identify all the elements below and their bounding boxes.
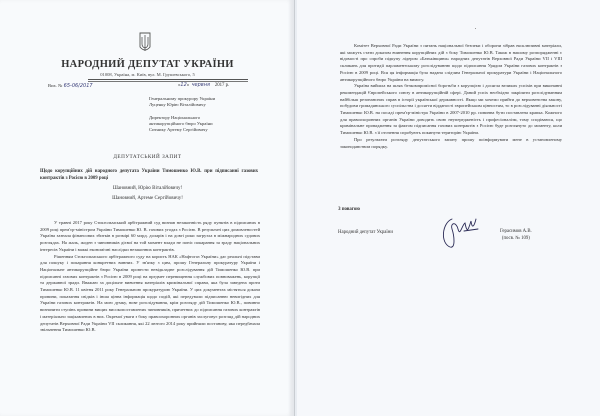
letterhead-divider: [88, 79, 248, 80]
signatory-name-text: Герасимов А.В.: [500, 229, 532, 234]
addressee-prosecutor: [149, 96, 269, 108]
addressee-line: Генеральному прокурору України: [149, 96, 216, 101]
signature-icon: [440, 215, 485, 250]
date-day: 12: [180, 82, 187, 88]
paragraph: У травні 2017 року Стокгольмський арбітражний суд визнав незаконність ряду пунктів в підписаних в 2009 році прем'єр-міністром України Тимошенко Ю. В. газових угодах з Росією. В результаті цих домовленостей Україна зазнала фінансових збитків в розмірі 60 млрд. доларів і на довгі роки загрузла в міжнародних судових розглядах. На жаль, жоден з чиновників дієвої на той момент влади не поніс покарання за зраду національних інтересів України і важкі економічні наслідки незаконних контрактів.: [40, 220, 260, 252]
body-text-page-2: [340, 43, 562, 150]
signatory-role: Народний депутат України: [338, 230, 393, 235]
greeting-2: Шановний, Артеме Сергійовичу!: [112, 196, 183, 201]
letterhead-title: НАРОДНИЙ ДЕПУТАТ УКРАЇНИ: [61, 59, 234, 70]
page-fold-shadow: [288, 0, 294, 416]
closing-regards: З повагою: [338, 207, 360, 212]
signatory-id: (посв. № 109): [501, 235, 530, 241]
date-year: 2017 р.: [214, 83, 230, 88]
letter-date: [178, 82, 229, 88]
addressee-nabu: [149, 115, 269, 133]
paragraph: Про результати розгляду депутатського запиту прошу поінформувати мене в установленому законодавством порядку.: [340, 136, 562, 149]
date-quote-open: «: [178, 83, 181, 88]
trident-icon: [139, 32, 151, 54]
request-subject: Щодо корупційних дій народного депутата України Тимошенко Ю.В. при підписанні газових контрактів з Росією в 2009 році: [40, 169, 258, 181]
outgoing-label: Вих. №: [48, 83, 63, 88]
paragraph: Рішенням Стокгольмського арбітражного суду на користь НАК «Нафтогаз України» дає реальні підстави для пошуку і покарання конкретних винних. У зв'язку з цим, прошу Генеральну прокуратуру України і Національне антикорупційне бюро України провести невідкладне розслідування дій Тимошенко Ю.В. при підписанні газових контрактів з Росією в 2009 році на предмет перевищення службових повноважень, корупції та державної зради. Вважаю за доцільне вивчення матеріалів кримінальної справи, яка була заведена проти Тимошенко Ю.В. 11 квітня 2011 року Генеральною прокуратурою України. У цих документах містяться докази провини, показання свідків і інша цінна інформація щодо подій, які передували підписанню невигідних для України газових контрактів. На мою думку, нове розслідування, крім розгляду дій Тимошенко Ю.В., повинно визначити ступінь провини вищих високопоставлених чиновників, причетних до підписання газових контрактів і матеріально зацікавлених в них. Окремої уваги з боку правоохоронних органів заслуговує розгляд дій народних депутатів Верховної Ради України VII скликання, які 22 лютого 2014 року прийняли постанову, яка передбачала звільнення Тимошенко Ю.В.: [40, 253, 260, 333]
body-text-page-1: [40, 220, 260, 334]
date-month: червня: [191, 82, 211, 88]
paragraph: Комітет Верховної Ради України з питань національної безпеки і оборони зібрав ексклюзивні матеріали, які можуть стати доказом вчинення корупційних дій з боку Тимошенко Ю.В. Також в нашому розпорядженні є відомості про спроби підкупу лідером «Батьківщини» народних депутатів Верховної Ради України VII і VIII скликань для протидії парламентському розслідуванню щодо підписання Урядом України газових контрактів з Росією в 2009 році. Вся ця інформація була надана слідчим Генеральної прокуратури України і Національного антикорупційного бюро України на вимогу.: [340, 43, 562, 82]
addressee-line: Луценку Юрію Віталійовичу: [149, 102, 206, 107]
outgoing-number-value: 65-06/2017: [63, 83, 93, 89]
request-title: ДЕПУТАТСЬКИЙ ЗАПИТ: [113, 154, 182, 160]
signatory-name: [500, 229, 532, 242]
paragraph: Україна вийшла на шлях безкомпромісної боротьби з корупцією і досягла великих успіхів при виконанні рекомендацій Європейського союзу в антикорупційній сфері. Даний успіх необхідно закріпити розслідуванням найбільш резонансних справ в історії української державності. Якщо ми хочемо прийти до верховенства закону, побудови громадянського суспільства і досягти відданості європейським цінностям, то в розслідуванні діяльності Тимошенко Ю.В. на посаді прем'єр-міністра України в 2007-2010 рр. повинна бути поставлена крапка. Кожного для правоохоронних органів України доводить свою неупередженість і професіоналізм, тому сподіваюся, що кримінальне провадження за фактом підписання газових контрактів з Росією буде розглянуто до моменту, коли Тимошенко Ю.В. з її оточення спробують покинути територію України.: [340, 83, 562, 136]
scan-speck: [475, 28, 476, 29]
date-quote-close: »: [186, 83, 190, 88]
letter-page-1: [0, 0, 295, 416]
addressee-line: антикорупційного бюро України: [149, 121, 213, 126]
outgoing-number: [48, 83, 93, 89]
addressee-line: Ситнику Артему Сергійовичу: [149, 127, 208, 132]
letterhead-address: 01008, Україна, м. Київ, вул. М. Грушевського, 5: [100, 72, 195, 77]
addressee-line: Директору Національного: [149, 115, 201, 120]
greeting-1: Шановний, Юрію Віталійовичу!: [112, 186, 183, 191]
